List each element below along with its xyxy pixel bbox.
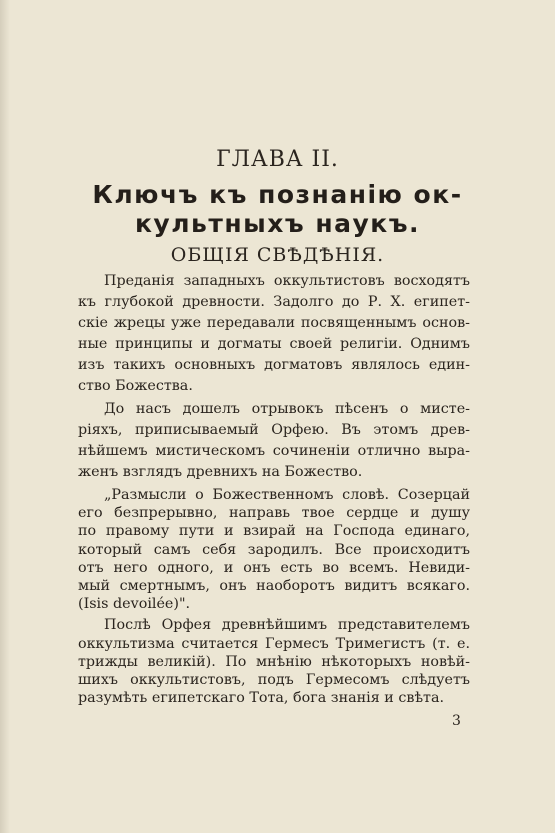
text-line: Послѣ Орфея древнѣйшимъ представителемъ (104, 617, 470, 634)
section-title: ОБЩІЯ СВѢДѢНІЯ. (170, 244, 385, 266)
chapter-number: ГЛАВА II. (216, 147, 339, 172)
text-line: Преданія западныхъ оккультистовъ восходятъ (104, 273, 470, 289)
text-line: изъ такихъ основныхъ догматовъ являлось един- (78, 357, 470, 373)
text-line: разумѣть египетскаго Тота, бога знанія и свѣта. (78, 690, 445, 707)
text-line: къ глубокой древности. Задолго до Р. Х. египет- (78, 294, 470, 310)
text-line: ные принципы и догматы своей религіи. Однимъ (78, 336, 470, 352)
chapter-title-line-2: культныхъ наукъ. (134, 209, 421, 238)
chapter-title-line-1: Ключъ къ познанію ок- (92, 180, 463, 209)
text-line: (Isis devoilée)". (78, 596, 191, 613)
text-line: оккультизма считается Гермесъ Тримегистъ (т. е. (78, 635, 470, 652)
text-line: нѣйшемъ мистическомъ сочиненіи отлично выра- (78, 443, 470, 459)
text-line: мый смертнымъ, онъ наоборотъ видитъ всякаго. (78, 578, 470, 594)
text-line: отъ него одного, и онъ есть во всемъ. Невиди- (78, 559, 470, 576)
page-number: 3 (452, 713, 461, 729)
text-line: женъ взглядъ древнихъ на Божество. (78, 464, 363, 480)
text-line: по правому пути и взирай на Господа единаго, (78, 523, 470, 540)
text-line: трижды великій). По мнѣнію нѣкоторыхъ новѣй- (78, 653, 470, 670)
text-line: который самъ себя зародилъ. Все происходитъ (78, 541, 470, 558)
spine-shadow (0, 0, 10, 833)
text-line: его безпрерывно, направь твое сердце и душу (78, 505, 470, 522)
text-line: скіе жрецы уже передавали посвященнымъ основ- (78, 315, 470, 331)
text-line: ріяхъ, приписываемый Орфею. Въ этомъ древ- (78, 422, 470, 438)
text-line: ство Божества. (78, 378, 193, 394)
text-line: До насъ дошелъ отрывокъ пѣсенъ о мистe- (104, 401, 470, 417)
text-line: „Размысли о Божественномъ словѣ. Созерцай (104, 487, 470, 503)
text-line: шихъ оккультистовъ, подъ Гермесомъ слѣдуетъ (78, 672, 470, 688)
